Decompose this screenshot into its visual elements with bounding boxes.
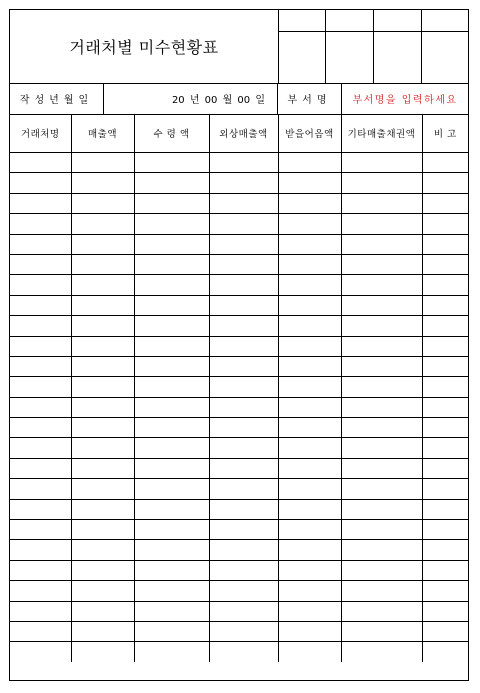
table-cell[interactable]: [134, 438, 209, 458]
column-header-credit-sales: 외상매출액: [209, 114, 278, 153]
approval-sign-cell[interactable]: [326, 32, 374, 83]
table-cell[interactable]: [422, 540, 468, 560]
table-cell[interactable]: [134, 418, 209, 438]
table-cell[interactable]: [71, 193, 134, 213]
column-header-client: 거래처명: [10, 114, 71, 153]
table-cell[interactable]: [71, 560, 134, 580]
table-cell[interactable]: [134, 193, 209, 213]
table-cell[interactable]: [71, 540, 134, 560]
table-row: [10, 642, 468, 662]
table-cell[interactable]: [209, 438, 278, 458]
table-cell[interactable]: [278, 520, 341, 540]
table-row: [10, 479, 468, 499]
table-cell[interactable]: [341, 438, 422, 458]
table-cell[interactable]: [10, 153, 71, 173]
table-row: [10, 234, 468, 254]
table-cell[interactable]: [422, 397, 468, 417]
table-cell[interactable]: [209, 377, 278, 397]
table-cell[interactable]: [278, 173, 341, 193]
table-cell[interactable]: [10, 397, 71, 417]
table-cell[interactable]: [209, 254, 278, 274]
table-cell[interactable]: [134, 316, 209, 336]
table-cell[interactable]: [278, 377, 341, 397]
table-cell[interactable]: [10, 540, 71, 560]
table-cell[interactable]: [209, 418, 278, 438]
table-cell[interactable]: [134, 336, 209, 356]
column-header-sales: 매출액: [71, 114, 134, 153]
table-cell[interactable]: [71, 438, 134, 458]
table-cell[interactable]: [134, 397, 209, 417]
table-cell[interactable]: [341, 499, 422, 519]
table-cell[interactable]: [71, 214, 134, 234]
table-cell[interactable]: [422, 438, 468, 458]
table-cell[interactable]: [422, 336, 468, 356]
table-cell[interactable]: [10, 254, 71, 274]
table-cell[interactable]: [341, 254, 422, 274]
table-cell[interactable]: [341, 581, 422, 601]
table-cell[interactable]: [209, 458, 278, 478]
table-cell[interactable]: [278, 356, 341, 376]
table-cell[interactable]: [134, 275, 209, 295]
approval-sign-cell[interactable]: [374, 32, 422, 83]
table-row: [10, 418, 468, 438]
table-cell[interactable]: [209, 560, 278, 580]
table-cell[interactable]: [209, 173, 278, 193]
table-cell[interactable]: [422, 193, 468, 213]
table-cell[interactable]: [71, 234, 134, 254]
table-cell[interactable]: [134, 377, 209, 397]
table-cell[interactable]: [71, 499, 134, 519]
table-cell[interactable]: [10, 214, 71, 234]
approval-sign-cell[interactable]: [422, 32, 468, 83]
table-cell[interactable]: [71, 397, 134, 417]
table-cell[interactable]: [209, 153, 278, 173]
table-cell[interactable]: [10, 275, 71, 295]
table-cell[interactable]: [10, 458, 71, 478]
table-cell[interactable]: [10, 316, 71, 336]
table-cell[interactable]: [134, 540, 209, 560]
table-cell[interactable]: [71, 336, 134, 356]
table-cell[interactable]: [134, 581, 209, 601]
table-cell[interactable]: [71, 153, 134, 173]
table-cell[interactable]: [422, 642, 468, 662]
table-cell[interactable]: [341, 621, 422, 641]
date-field[interactable]: 20 년 00 월 00 일: [104, 83, 278, 114]
table-cell[interactable]: [10, 601, 71, 621]
table-cell[interactable]: [71, 316, 134, 336]
table-cell[interactable]: [341, 418, 422, 438]
info-row: [10, 83, 468, 115]
table-cell[interactable]: [341, 275, 422, 295]
table-cell[interactable]: [209, 601, 278, 621]
table-cell[interactable]: [278, 193, 341, 213]
table-row: [10, 581, 468, 601]
table-cell[interactable]: [278, 438, 341, 458]
table-cell[interactable]: [422, 214, 468, 234]
table-cell[interactable]: [10, 621, 71, 641]
table-cell[interactable]: [341, 458, 422, 478]
table-cell[interactable]: [341, 356, 422, 376]
receivables-form: [9, 9, 469, 681]
table-cell[interactable]: [278, 601, 341, 621]
column-header-remarks: 비 고: [422, 114, 468, 153]
table-row: [10, 193, 468, 213]
table-cell[interactable]: [71, 520, 134, 540]
table-cell[interactable]: [71, 356, 134, 376]
table-cell[interactable]: [278, 621, 341, 641]
table-cell[interactable]: [422, 520, 468, 540]
table-cell[interactable]: [422, 377, 468, 397]
table-cell[interactable]: [422, 316, 468, 336]
table-cell[interactable]: [422, 499, 468, 519]
table-cell[interactable]: [209, 336, 278, 356]
table-cell[interactable]: [10, 193, 71, 213]
table-cell[interactable]: [341, 642, 422, 662]
table-cell[interactable]: [341, 560, 422, 580]
table-cell[interactable]: [71, 418, 134, 438]
table-cell[interactable]: [278, 458, 341, 478]
table-cell[interactable]: [278, 275, 341, 295]
table-cell[interactable]: [10, 173, 71, 193]
table-cell[interactable]: [10, 581, 71, 601]
table-cell[interactable]: [341, 214, 422, 234]
table-cell[interactable]: [71, 581, 134, 601]
table-cell[interactable]: [71, 601, 134, 621]
table-cell[interactable]: [209, 193, 278, 213]
table-cell[interactable]: [278, 642, 341, 662]
table-cell[interactable]: [278, 479, 341, 499]
table-cell[interactable]: [209, 234, 278, 254]
table-header-row: [10, 114, 468, 153]
table-cell[interactable]: [278, 397, 341, 417]
table-cell[interactable]: [10, 438, 71, 458]
table-cell[interactable]: [422, 560, 468, 580]
table-cell[interactable]: [10, 336, 71, 356]
table-row: [10, 438, 468, 458]
table-cell[interactable]: [209, 621, 278, 641]
table-cell[interactable]: [134, 173, 209, 193]
approval-header-cell[interactable]: [326, 10, 374, 32]
table-cell[interactable]: [209, 540, 278, 560]
table-cell[interactable]: [134, 153, 209, 173]
table-cell[interactable]: [10, 520, 71, 540]
table-cell[interactable]: [341, 193, 422, 213]
department-label: 부서명: [278, 83, 342, 114]
table-cell[interactable]: [341, 234, 422, 254]
table-cell[interactable]: [134, 560, 209, 580]
table-cell[interactable]: [10, 295, 71, 315]
table-cell[interactable]: [134, 254, 209, 274]
table-cell[interactable]: [422, 581, 468, 601]
table-cell[interactable]: [71, 295, 134, 315]
table-row: [10, 520, 468, 540]
table-row: [10, 336, 468, 356]
table-cell[interactable]: [422, 418, 468, 438]
table-cell[interactable]: [341, 377, 422, 397]
table-cell[interactable]: [209, 316, 278, 336]
table-cell[interactable]: [71, 642, 134, 662]
table-cell[interactable]: [341, 153, 422, 173]
table-cell[interactable]: [422, 173, 468, 193]
table-cell[interactable]: [134, 214, 209, 234]
table-cell[interactable]: [71, 479, 134, 499]
table-row: [10, 316, 468, 336]
table-cell[interactable]: [209, 642, 278, 662]
table-cell[interactable]: [278, 295, 341, 315]
table-cell[interactable]: [209, 499, 278, 519]
table-cell[interactable]: [278, 336, 341, 356]
table-cell[interactable]: [209, 214, 278, 234]
table-cell[interactable]: [278, 581, 341, 601]
table-cell[interactable]: [10, 234, 71, 254]
column-header-received: 수 령 액: [134, 114, 209, 153]
table-cell[interactable]: [341, 479, 422, 499]
department-field[interactable]: 부서명을 입력하세요: [352, 95, 458, 106]
table-cell[interactable]: [422, 295, 468, 315]
column-header-other-receivables: 기타매출채권액: [341, 114, 422, 153]
table-cell[interactable]: [10, 642, 71, 662]
table-cell[interactable]: [134, 642, 209, 662]
table-cell[interactable]: [341, 397, 422, 417]
table-row: [10, 397, 468, 417]
table-cell[interactable]: [10, 418, 71, 438]
table-cell[interactable]: [278, 214, 341, 234]
table-cell[interactable]: [134, 499, 209, 519]
table-cell[interactable]: [422, 254, 468, 274]
table-cell[interactable]: [209, 520, 278, 540]
table-cell[interactable]: [278, 254, 341, 274]
approval-sign-cell[interactable]: [278, 32, 326, 83]
table-cell[interactable]: [134, 621, 209, 641]
table-cell[interactable]: [278, 153, 341, 173]
approval-header-cell[interactable]: [374, 10, 422, 32]
table-cell[interactable]: [209, 356, 278, 376]
date-label: 작성년월일: [10, 83, 104, 114]
table-cell[interactable]: [341, 173, 422, 193]
table-cell[interactable]: [278, 316, 341, 336]
table-cell[interactable]: [10, 479, 71, 499]
table-cell[interactable]: [209, 295, 278, 315]
table-row: [10, 295, 468, 315]
table-row: [10, 214, 468, 234]
table-cell[interactable]: [134, 520, 209, 540]
table-cell[interactable]: [71, 275, 134, 295]
column-header-notes-receivable: 받을어음액: [278, 114, 341, 153]
table-cell[interactable]: [71, 621, 134, 641]
table-cell[interactable]: [209, 397, 278, 417]
table-cell[interactable]: [134, 479, 209, 499]
table-cell[interactable]: [278, 560, 341, 580]
table-cell[interactable]: [71, 173, 134, 193]
table-cell[interactable]: [71, 377, 134, 397]
table-cell[interactable]: [134, 458, 209, 478]
approval-header-cell[interactable]: [278, 10, 326, 32]
table-cell[interactable]: [422, 356, 468, 376]
table-row: [10, 275, 468, 295]
table-row: [10, 254, 468, 274]
table-cell[interactable]: [341, 316, 422, 336]
table-row: [10, 377, 468, 397]
table-cell[interactable]: [134, 295, 209, 315]
table-cell[interactable]: [71, 254, 134, 274]
table-cell[interactable]: [134, 234, 209, 254]
table-cell[interactable]: [134, 356, 209, 376]
table-cell[interactable]: [278, 499, 341, 519]
table-cell[interactable]: [341, 520, 422, 540]
receivables-table: [10, 114, 468, 662]
table-cell[interactable]: [422, 153, 468, 173]
table-cell[interactable]: [422, 601, 468, 621]
table-row: [10, 499, 468, 519]
table-row: [10, 458, 468, 478]
table-cell[interactable]: [10, 560, 71, 580]
title-row: [10, 10, 468, 84]
table-cell[interactable]: [278, 234, 341, 254]
approval-header-cell[interactable]: [422, 10, 468, 32]
table-cell[interactable]: [71, 458, 134, 478]
table-cell[interactable]: [209, 275, 278, 295]
table-cell[interactable]: [10, 377, 71, 397]
table-cell[interactable]: [209, 581, 278, 601]
table-cell[interactable]: [422, 275, 468, 295]
table-row: [10, 356, 468, 376]
table-cell[interactable]: [422, 621, 468, 641]
table-row: [10, 153, 468, 173]
table-row: [10, 621, 468, 641]
table-cell[interactable]: [209, 479, 278, 499]
table-cell[interactable]: [278, 540, 341, 560]
table-cell[interactable]: [134, 601, 209, 621]
table-cell[interactable]: [422, 234, 468, 254]
table-cell[interactable]: [341, 540, 422, 560]
table-cell[interactable]: [422, 479, 468, 499]
table-cell[interactable]: [278, 418, 341, 438]
table-cell[interactable]: [422, 458, 468, 478]
table-cell[interactable]: [341, 295, 422, 315]
table-cell[interactable]: [10, 356, 71, 376]
table-cell[interactable]: [341, 601, 422, 621]
approval-box: [278, 10, 468, 83]
table-row: [10, 540, 468, 560]
table-row: [10, 601, 468, 621]
form-title: 거래처별 미수현황표: [10, 10, 279, 83]
table-cell[interactable]: [341, 336, 422, 356]
table-row: [10, 560, 468, 580]
table-cell[interactable]: [10, 499, 71, 519]
table-row: [10, 173, 468, 193]
